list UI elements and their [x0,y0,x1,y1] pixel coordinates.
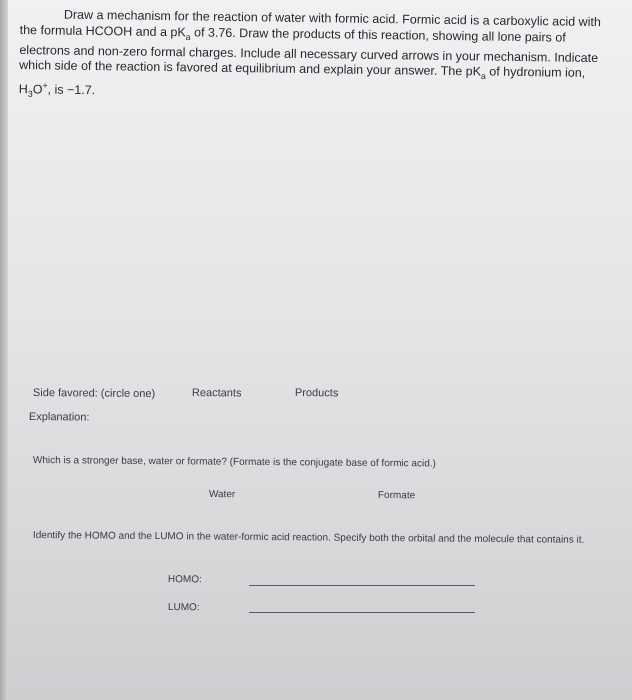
lumo-answer-line[interactable] [249,612,475,613]
homo-label: HOMO: [167,574,202,586]
question-1-part-d: , is −1.7. [47,82,96,98]
option-products[interactable]: Products [294,387,339,400]
homo-lumo-question: Identify the HOMO and the LUMO in the water-formic acid reaction. Specify both the orbital and the molecule that contains it. [32,530,585,546]
side-favored-label: Side favored: (circle one) [32,387,156,401]
h3o-superscript: + [42,80,48,91]
option-formate[interactable]: Formate [377,490,416,502]
pka-subscript-2: a [480,70,486,82]
option-water[interactable]: Water [208,489,236,501]
explanation-label: Explanation: [28,411,90,424]
stronger-base-question: Which is a stronger base, water or formate? (Formate is the conjugate base of formic acid.) [32,455,436,470]
h3o-subscript: 3 [27,88,33,99]
page-shadow-edge [0,0,8,700]
question-1-part-c: of hydronium ion, H [18,64,586,97]
question-1-part-b: of 3.76. Draw the products of this reaction, showing all lone pairs of electrons and non-zero formal charges. Include all necessary curved arrows in your mechanism. Indicate which side of the reaction is favored at equilibrium and explain your answer. The pK [19,24,599,79]
homo-answer-line[interactable] [249,585,475,586]
h3o-oxygen: O [32,82,43,97]
option-reactants[interactable]: Reactants [191,387,242,400]
pka-subscript: a [185,31,191,42]
question-1-text [19,7,618,110]
lumo-label: LUMO: [167,602,200,614]
question-1-part-a: Draw a mechanism for the reaction of water with formic acid. Formic acid is a carboxylic acid with the formula HCOOH and a pK [19,7,601,39]
